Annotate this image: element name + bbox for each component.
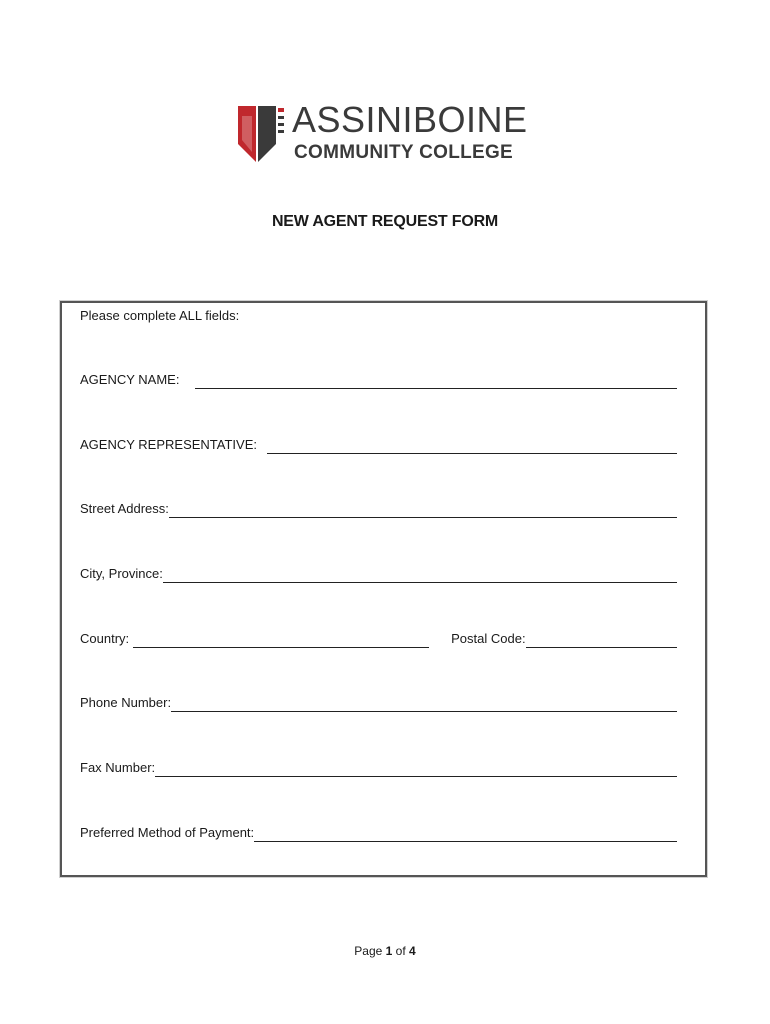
fax-number-row bbox=[80, 757, 677, 777]
city-province-label: City, Province: bbox=[80, 566, 163, 581]
agency-name-label: AGENCY NAME: bbox=[80, 372, 180, 387]
form-container bbox=[60, 301, 707, 877]
phone-number-label: Phone Number: bbox=[80, 695, 172, 710]
agency-name-row bbox=[80, 369, 677, 389]
fax-number-label: Fax Number: bbox=[80, 760, 156, 775]
payment-method-field[interactable] bbox=[254, 826, 677, 842]
payment-method-label: Preferred Method of Payment: bbox=[80, 825, 255, 840]
current-page-number: 1 bbox=[385, 944, 393, 958]
agency-representative-field[interactable] bbox=[267, 438, 677, 454]
agency-representative-row bbox=[80, 434, 677, 454]
street-address-row bbox=[80, 498, 677, 518]
of-word: of bbox=[395, 944, 406, 958]
country-postal-row bbox=[80, 628, 677, 648]
form-instructions: Please complete ALL fields: bbox=[80, 308, 240, 323]
fax-number-field[interactable] bbox=[155, 761, 677, 777]
college-crest-icon bbox=[236, 104, 286, 168]
phone-number-field[interactable] bbox=[171, 696, 677, 712]
street-address-field[interactable] bbox=[169, 502, 677, 518]
agency-name-field[interactable] bbox=[195, 373, 677, 389]
logo-subtitle: COMMUNITY COLLEGE bbox=[294, 142, 514, 163]
form-title: NEW AGENT REQUEST FORM bbox=[271, 213, 499, 230]
college-logo bbox=[236, 99, 536, 168]
page-word: Page bbox=[354, 944, 383, 958]
country-field[interactable] bbox=[133, 632, 429, 648]
city-province-row bbox=[80, 563, 677, 583]
country-label: Country: bbox=[80, 631, 130, 646]
page-footer bbox=[0, 944, 770, 958]
street-address-label: Street Address: bbox=[80, 501, 169, 516]
city-province-field[interactable] bbox=[163, 567, 677, 583]
agency-representative-label: AGENCY REPRESENTATIVE: bbox=[80, 437, 257, 452]
phone-number-row bbox=[80, 692, 677, 712]
payment-method-row bbox=[80, 822, 677, 842]
total-page-count: 4 bbox=[409, 944, 416, 958]
postal-code-label: Postal Code: bbox=[451, 631, 526, 646]
postal-code-field[interactable] bbox=[526, 632, 677, 648]
logo-name: ASSINIBOINE bbox=[292, 99, 528, 140]
